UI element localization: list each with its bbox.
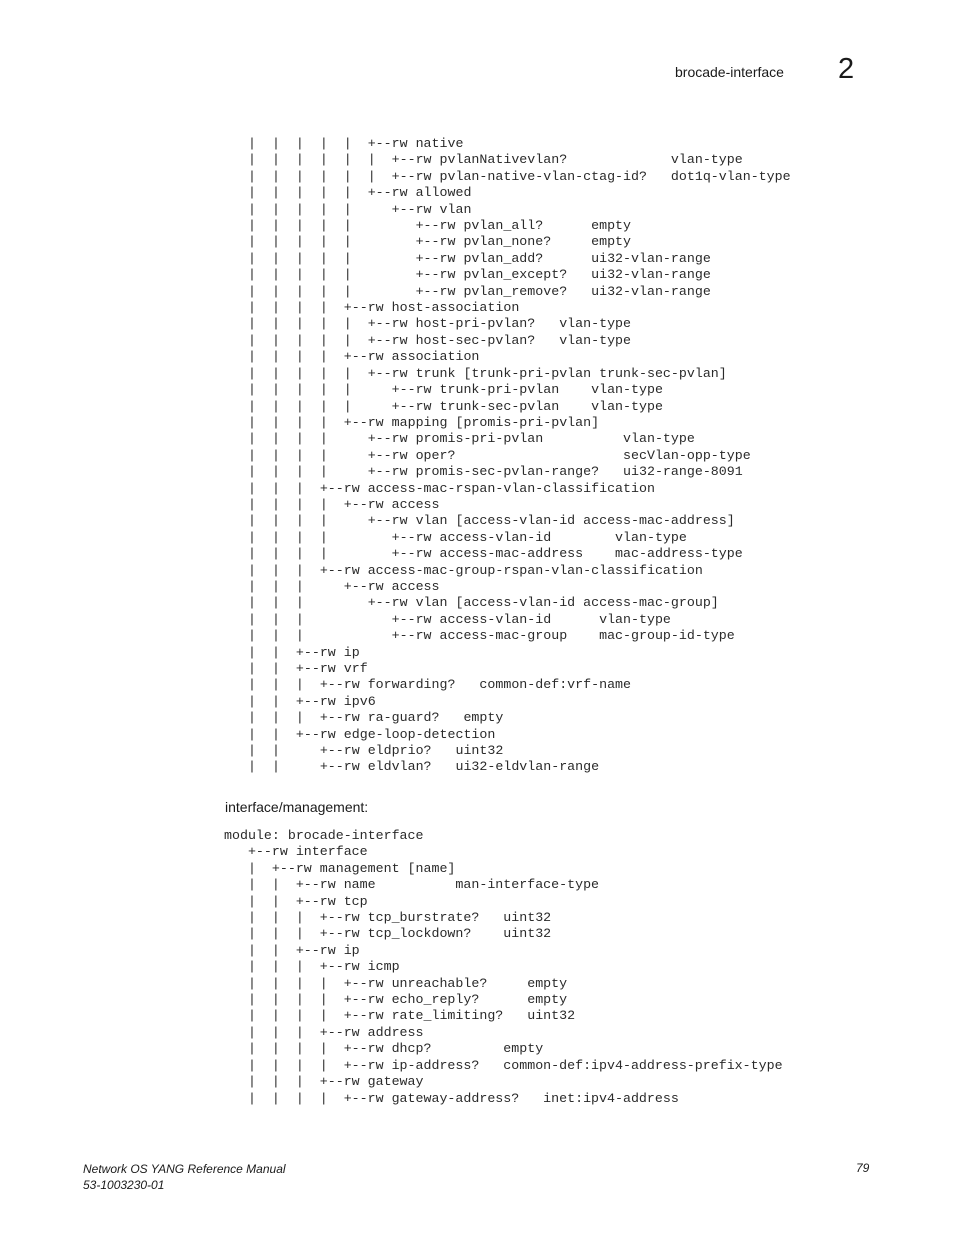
code-line: | | | | +--rw ip-address? common-def:ipv4-address-prefix-type — [224, 1057, 783, 1073]
code-line: | +--rw management [name] — [224, 860, 456, 876]
code-line: | | | | | +--rw trunk [trunk-pri-pvlan trunk-sec-pvlan] — [248, 365, 727, 381]
code-line: | | | +--rw access-vlan-id vlan-type — [248, 611, 671, 627]
code-line: | | | +--rw access-mac-rspan-vlan-classification — [248, 480, 655, 496]
code-line: | | | | +--rw association — [248, 349, 480, 365]
chapter-number: 2 — [838, 53, 855, 85]
code-line: | | | | | +--rw allowed — [248, 185, 472, 201]
code-line: +--rw interface — [224, 844, 368, 860]
footer-manual-info — [83, 1161, 286, 1193]
code-line: | | +--rw name man-interface-type — [224, 877, 600, 893]
code-line: | | | | | | +--rw pvlanNativevlan? vlan-type — [248, 152, 743, 168]
code-line: | | | +--rw forwarding? common-def:vrf-name — [248, 677, 632, 693]
code-line: | | | +--rw address — [224, 1024, 424, 1040]
code-line: | | | | | +--rw native — [248, 136, 464, 151]
code-line: | | | | +--rw echo_reply? empty — [224, 992, 568, 1008]
code-line: | | | +--rw ra-guard? empty — [248, 710, 504, 726]
code-line: | | | +--rw access-mac-group-rspan-vlan-classification — [248, 562, 703, 578]
code-line: | | | | +--rw promis-pri-pvlan vlan-type — [248, 431, 695, 447]
code-line: | | | +--rw icmp — [224, 959, 400, 975]
code-line: | | | | +--rw unreachable? empty — [224, 975, 568, 991]
code-line: | | | +--rw tcp_burstrate? uint32 — [224, 910, 552, 926]
code-line: | | | | +--rw host-association — [248, 300, 520, 316]
code-line: | | | | +--rw dhcp? empty — [224, 1041, 544, 1057]
code-line: | | +--rw vrf — [248, 661, 368, 676]
code-line: | | | | | +--rw pvlan_except? ui32-vlan-range — [248, 267, 711, 283]
code-line: | | +--rw ip — [248, 644, 360, 660]
code-line: | | +--rw eldvlan? ui32-eldvlan-range — [248, 759, 600, 775]
section-heading-interface-management: interface/management: — [225, 799, 369, 815]
code-line: | | | +--rw access-mac-group mac-group-id-type — [248, 628, 735, 644]
code-line: | | | +--rw gateway — [224, 1074, 424, 1090]
code-line: | | +--rw ip — [224, 942, 360, 958]
code-line: | | | | +--rw access — [248, 496, 440, 512]
code-line: | | +--rw ipv6 — [248, 693, 376, 709]
code-line: | | | +--rw vlan [access-vlan-id access-mac-group] — [248, 595, 719, 611]
code-line: | | | | +--rw vlan [access-vlan-id access-mac-address] — [248, 513, 735, 529]
code-line: module: brocade-interface — [224, 828, 424, 843]
code-line: | | | | | +--rw trunk-sec-pvlan vlan-type — [248, 398, 663, 414]
code-line: | | | | +--rw gateway-address? inet:ipv4-address — [224, 1090, 679, 1106]
code-line: | | | +--rw access — [248, 578, 440, 594]
code-line: | | | +--rw tcp_lockdown? uint32 — [224, 926, 552, 942]
code-line: | | | | +--rw promis-sec-pvlan-range? ui32-range-8091 — [248, 464, 743, 480]
footer-manual-title: Network OS YANG Reference Manual — [83, 1162, 286, 1176]
code-line: | | | | | +--rw pvlan_remove? ui32-vlan-range — [248, 283, 711, 299]
code-line: | | | | +--rw access-mac-address mac-address-type — [248, 546, 743, 562]
code-line: | | | | | +--rw trunk-pri-pvlan vlan-type — [248, 382, 663, 398]
code-line: | | | | +--rw mapping [promis-pri-pvlan] — [248, 414, 600, 430]
running-header-title: brocade-interface — [675, 64, 784, 80]
code-line: | | | | +--rw access-vlan-id vlan-type — [248, 529, 687, 545]
code-line: | | | | | | +--rw pvlan-native-vlan-ctag-id? dot1q-vlan-type — [248, 168, 791, 184]
code-line: | | | | | +--rw vlan — [248, 201, 472, 217]
code-line: | | | | +--rw rate_limiting? uint32 — [224, 1008, 576, 1024]
code-line: | | | | | +--rw host-pri-pvlan? vlan-type — [248, 316, 632, 332]
code-line: | | +--rw tcp — [224, 893, 368, 909]
code-line: | | | | | +--rw pvlan_none? empty — [248, 234, 632, 250]
yang-tree-management — [224, 828, 783, 1107]
code-line: | | | | | +--rw pvlan_add? ui32-vlan-range — [248, 250, 711, 266]
code-line: | | | | | +--rw host-sec-pvlan? vlan-type — [248, 332, 632, 348]
footer-page-number: 79 — [856, 1161, 870, 1175]
yang-tree-continued — [248, 136, 791, 776]
code-line: | | | | +--rw oper? secVlan-opp-type — [248, 447, 751, 463]
code-line: | | +--rw eldprio? uint32 — [248, 743, 504, 759]
code-line: | | +--rw edge-loop-detection — [248, 726, 496, 742]
code-line: | | | | | +--rw pvlan_all? empty — [248, 218, 632, 234]
footer-doc-number: 53-1003230-01 — [83, 1178, 165, 1192]
